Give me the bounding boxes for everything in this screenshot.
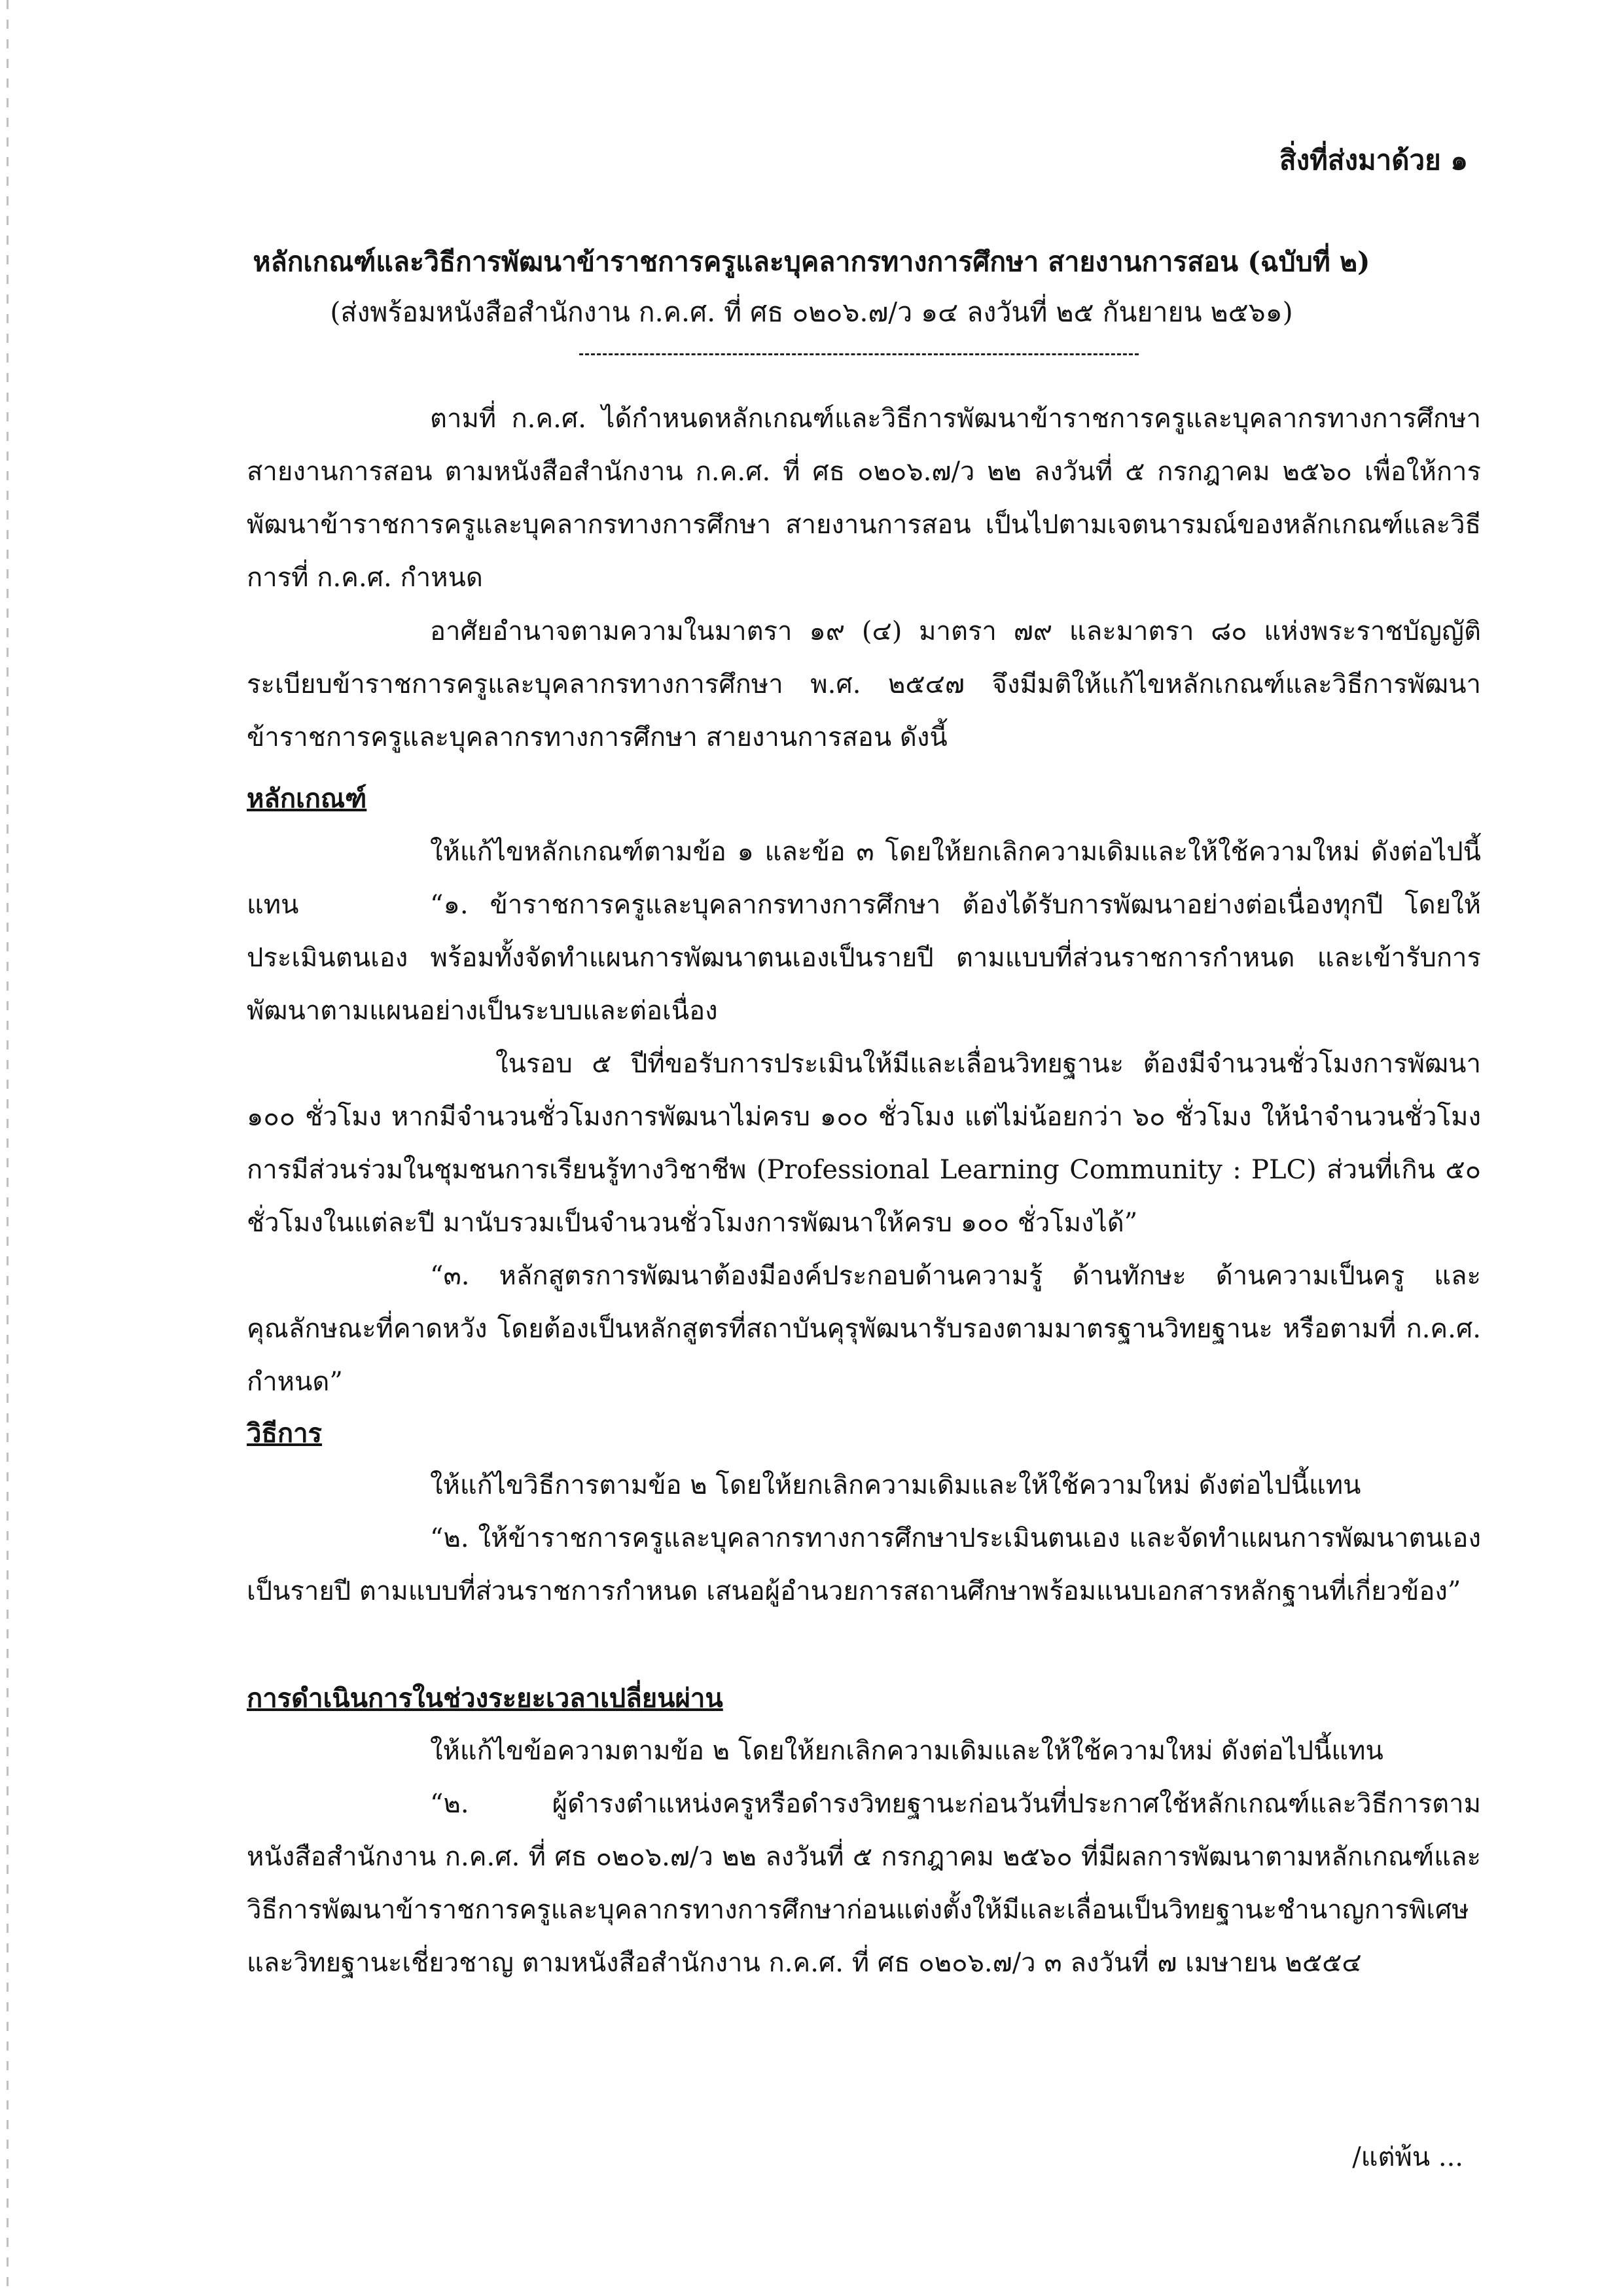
transition-paragraph-2: “๒. ผู้ดำรงตำแหน่งครูหรือดำรงวิทยฐานะก่อนวันที่ประกาศใช้หลักเกณฑ์และวิธีการตามหนังสือสำนักงาน ก.ค.ศ. ที่ ศธ ๐๒๐๖.๗/ว ๒๒ ลงวันที่ ๕ กรกฎาคม ๒๕๖๐ ที่มีผลการพัฒนาตามหลักเกณฑ์และวิธีการพัฒนาข้าราชการครูและบุคลากรทางการศึกษาก่อนแต่งตั้งให้มีและเลื่อนเป็นวิทยฐานะชำนาญการพิเศษและวิทยฐานะเชี่ยวชาญ ตามหนังสือสำนักงาน ก.ค.ศ. ที่ ศธ ๐๒๐๖.๗/ว ๓ ลงวันที่ ๗ เมษายน ๒๕๕๔	[247, 1789, 1481, 1978]
transition-heading: การดำเนินการในช่วงระยะเวลาเปลี่ยนผ่าน	[247, 1683, 723, 1714]
title-divider	[579, 353, 1139, 355]
continuation-marker: /แต่พ้น ...	[1352, 2142, 1463, 2172]
methods-paragraph-2: “๒. ให้ข้าราชการครูและบุคลากรทางการศึกษาประเมินตนเอง และจัดทำแผนการพัฒนาตนเองเป็นรายปี ตามแบบที่ส่วนราชการกำหนด เสนอผู้อำนวยการสถานศึกษาพร้อมแนบเอกสารหลักฐานที่เกี่ยวข้อง”	[247, 1523, 1481, 1606]
transition-paragraph-1: ให้แก้ไขข้อความตามข้อ ๒ โดยให้ยกเลิกความเดิมและให้ใช้ความใหม่ ดังต่อไปนี้แทน	[430, 1736, 1383, 1766]
enclosure-label: สิ่งที่ส่งมาด้วย ๑	[1279, 144, 1468, 176]
criteria-paragraph-1: ให้แก้ไขหลักเกณฑ์ตามข้อ ๑ และข้อ ๓ โดยให้ยกเลิกความเดิมและให้ใช้ความใหม่ ดังต่อไปนี้แทน	[247, 837, 1481, 920]
criteria-paragraph-4: “๓. หลักสูตรการพัฒนาต้องมีองค์ประกอบด้านความรู้ ด้านทักษะ ด้านความเป็นครู และคุณลักษณะที่คาดหวัง โดยต้องเป็นหลักสูตรที่สถาบันคุรุพัฒนารับรองตามมาตรฐานวิทยฐานะ หรือตามที่ ก.ค.ศ. กำหนด”	[247, 1261, 1481, 1397]
intro-paragraph-1: ตามที่ ก.ค.ศ. ได้กำหนดหลักเกณฑ์และวิธีการพัฒนาข้าราชการครูและบุคลากรทางการศึกษา สายงานการสอน ตามหนังสือสำนักงาน ก.ค.ศ. ที่ ศธ ๐๒๐๖.๗/ว ๒๒ ลงวันที่ ๕ กรกฎาคม ๒๕๖๐ เพื่อให้การพัฒนาข้าราชการครูและบุคลากรทางการศึกษา สายงานการสอน เป็นไปตามเจตนารมณ์ของหลักเกณฑ์และวิธีการที่ ก.ค.ศ. กำหนด	[247, 404, 1481, 593]
document-title: หลักเกณฑ์และวิธีการพัฒนาข้าราชการครูและบุคลากรทางการศึกษา สายงานการสอน (ฉบับที่ ๒)	[253, 246, 1370, 277]
methods-heading: วิธีการ	[247, 1418, 323, 1449]
scan-edge-mark	[7, 0, 9, 2296]
document-subtitle: (ส่งพร้อมหนังสือสำนักงาน ก.ค.ศ. ที่ ศธ ๐๒๐๖.๗/ว ๑๔ ลงวันที่ ๒๕ กันยายน ๒๕๖๑)	[330, 296, 1293, 328]
intro-paragraph-2: อาศัยอำนาจตามความในมาตรา ๑๙ (๔) มาตรา ๗๙ และมาตรา ๘๐ แห่งพระราชบัญญัติระเบียบข้าราชการครูและบุคลากรทางการศึกษา พ.ศ. ๒๕๔๗ จึงมีมติให้แก้ไขหลักเกณฑ์และวิธีการพัฒนาข้าราชการครูและบุคลากรทางการศึกษา สายงานการสอน ดังนี้	[247, 616, 1481, 752]
methods-paragraph-1: ให้แก้ไขวิธีการตามข้อ ๒ โดยให้ยกเลิกความเดิมและให้ใช้ความใหม่ ดังต่อไปนี้แทน	[430, 1470, 1361, 1500]
criteria-paragraph-3: ในรอบ ๕ ปีที่ขอรับการประเมินให้มีและเลื่อนวิทยฐานะ ต้องมีจำนวนชั่วโมงการพัฒนา ๑๐๐ ชั่วโมง หากมีจำนวนชั่วโมงการพัฒนาไม่ครบ ๑๐๐ ชั่วโมง แต่ไม่น้อยกว่า ๖๐ ชั่วโมง ให้นำจำนวนชั่วโมงการมีส่วนร่วมในชุมชนการเรียนรู้ทางวิชาชีพ (Professional Learning Community : PLC) ส่วนที่เกิน ๕๐ ชั่วโมงในแต่ละปี มานับรวมเป็นจำนวนชั่วโมงการพัฒนาให้ครบ ๑๐๐ ชั่วโมงได้”	[247, 1049, 1481, 1238]
criteria-heading: หลักเกณฑ์	[247, 783, 367, 814]
criteria-paragraph-2: “๑. ข้าราชการครูและบุคลากรทางการศึกษา ต้องได้รับการพัฒนาอย่างต่อเนื่องทุกปี โดยให้ประเมินตนเอง พร้อมทั้งจัดทำแผนการพัฒนาตนเองเป็นรายปี ตามแบบที่ส่วนราชการกำหนด และเข้ารับการพัฒนาตามแผนอย่างเป็นระบบและต่อเนื่อง	[247, 890, 1481, 1026]
